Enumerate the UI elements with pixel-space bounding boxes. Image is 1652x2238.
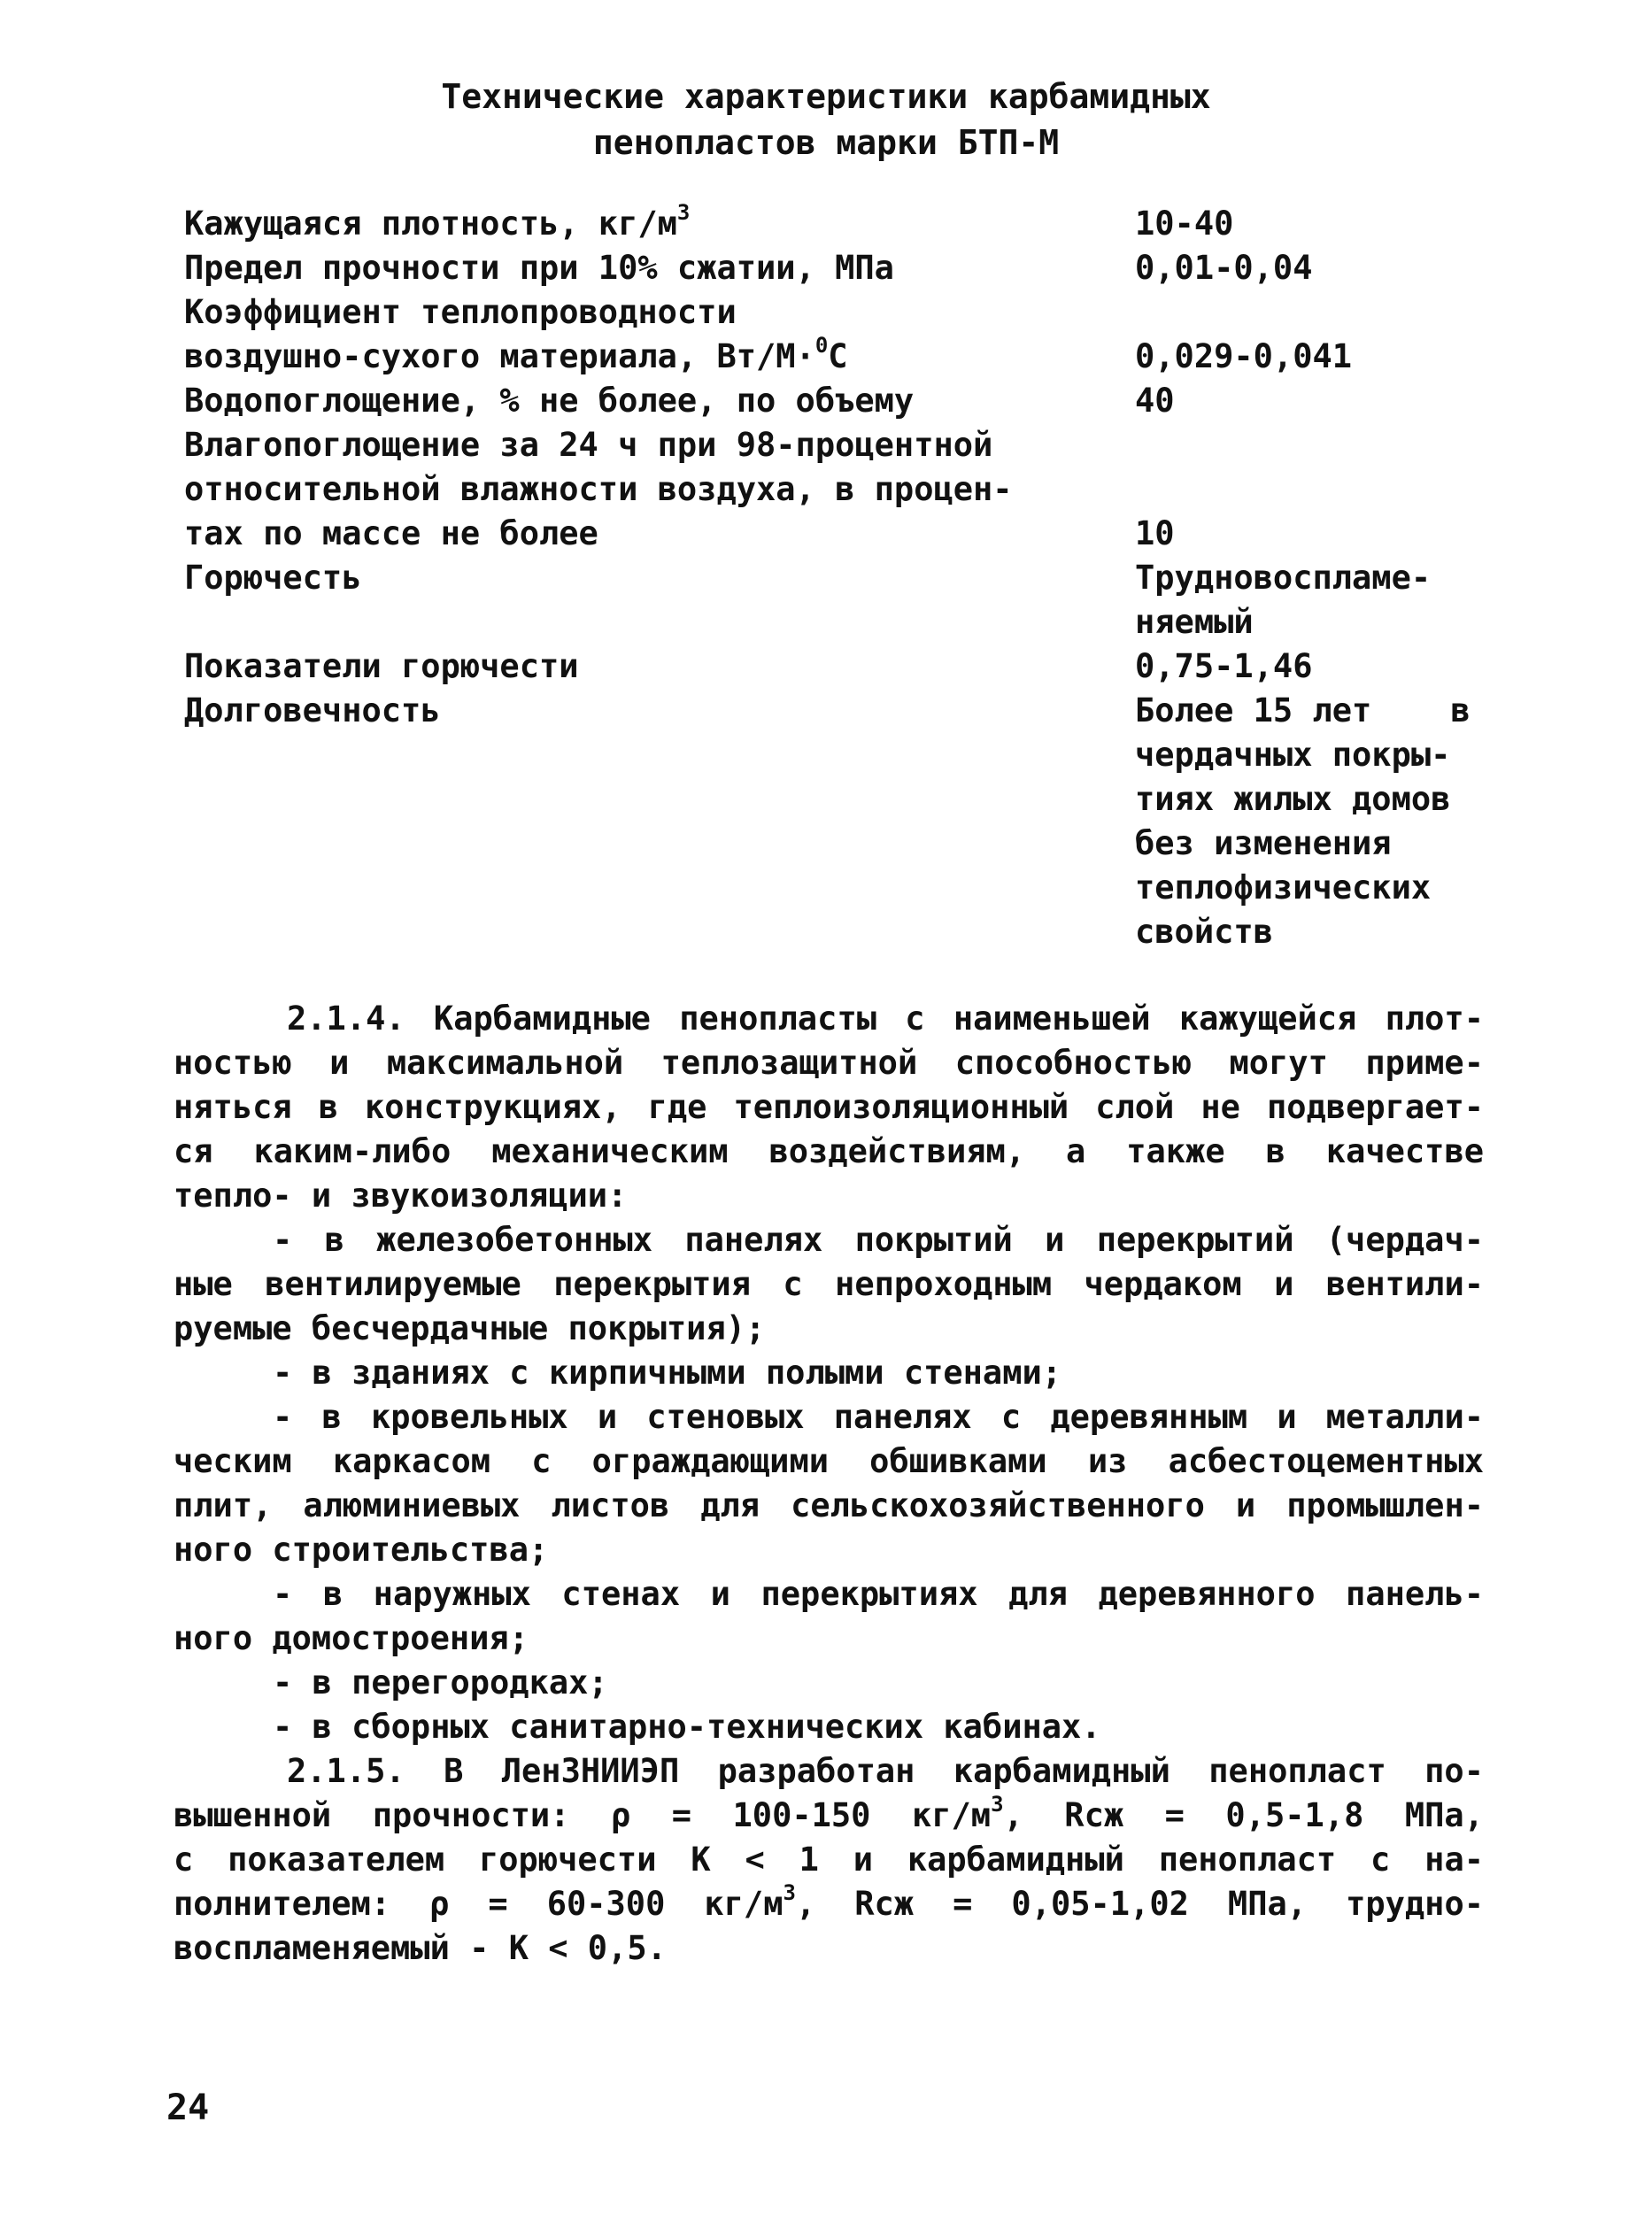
spec-row bbox=[184, 644, 1486, 689]
formula-line-2: с показателем горючести К < 1 и карбамидный пенопласт с на- bbox=[174, 1841, 1484, 1879]
spec-row bbox=[184, 199, 1486, 246]
list-item-line: - в кровельных и стеновых панелях с деревянным и металли- bbox=[273, 1398, 1484, 1436]
list-item-line: - в сборных санитарно-технических кабинах. bbox=[273, 1708, 1101, 1746]
spec-value: 10-40 bbox=[1135, 205, 1234, 243]
spec-value: без изменения bbox=[1135, 824, 1392, 862]
density-value: = 100-150 кг/м bbox=[671, 1796, 992, 1834]
spec-label bbox=[184, 332, 1135, 379]
spec-label bbox=[184, 866, 1135, 910]
spec-value: 40 bbox=[1135, 382, 1175, 420]
spec-table bbox=[184, 199, 1486, 954]
spec-label bbox=[184, 423, 1135, 467]
spec-label bbox=[184, 556, 1135, 600]
spec-value: свойств bbox=[1135, 913, 1273, 951]
spec-value: тиях жилых домов bbox=[1135, 780, 1451, 818]
list-item-line: ные вентилируемые перекрытия с непроходным чердаком и вентили- bbox=[174, 1265, 1484, 1303]
spec-label-text: Предел прочности при 10% сжатии, МПа bbox=[184, 249, 894, 287]
spec-label bbox=[184, 290, 1135, 335]
spec-row bbox=[184, 777, 1486, 822]
strength-value: = 0,05-1,02 МПа, bbox=[953, 1885, 1308, 1923]
spec-value: 0,01-0,04 bbox=[1135, 249, 1313, 287]
spec-label-text: Коэффициент теплопроводности bbox=[184, 293, 737, 331]
paragraph-line: ностью и максимальной теплозащитной способностью могут приме- bbox=[174, 1044, 1484, 1082]
r-symbol: R bbox=[1064, 1796, 1085, 1834]
superscript: 3 bbox=[991, 1794, 1004, 1817]
spec-label-text: Кажущаяся плотность, кг/м bbox=[184, 205, 677, 243]
spec-value bbox=[1135, 290, 1486, 335]
spec-row bbox=[184, 332, 1486, 379]
spec-value: Более 15 лет в bbox=[1135, 691, 1471, 729]
spec-label bbox=[184, 822, 1135, 866]
spec-label bbox=[184, 644, 1135, 689]
spec-label bbox=[184, 467, 1135, 512]
table-title-line-2: пенопластов марки БТП-М bbox=[592, 123, 1060, 162]
spec-label bbox=[184, 512, 1135, 556]
spec-label-text: Долговечность bbox=[184, 691, 441, 729]
r-subscript: сж bbox=[874, 1885, 915, 1923]
spec-label bbox=[184, 600, 1135, 644]
list-item-line: ческим каркасом с ограждающими обшивками из асбестоцементных bbox=[174, 1442, 1484, 1480]
formula-line-3: полнителем: ρ = 60-300 $кг/м^3$, Rсж = 0,05-1,02 МПа, трудно- bbox=[174, 1882, 1484, 1926]
spec-value: няемый bbox=[1135, 603, 1254, 641]
superscript: 3 bbox=[783, 1882, 796, 1905]
formula-prefix: вышенной прочности: bbox=[174, 1796, 570, 1834]
spec-row bbox=[184, 512, 1486, 556]
spec-row bbox=[184, 910, 1486, 954]
spec-label-text: воздушно-сухого материала, Вт/М· bbox=[184, 337, 815, 375]
spec-label-text: Влагопоглощение за 24 ч при 98-процентной bbox=[184, 426, 993, 464]
spec-value: 0,75-1,46 bbox=[1135, 647, 1313, 685]
paragraph-2-1-4-line: 2.1.4. Карбамидные пенопласты с наименьшей кажущейся плот- bbox=[287, 999, 1484, 1038]
r-symbol: R bbox=[854, 1885, 875, 1923]
paragraph-line: тепло- и звукоизоляции: bbox=[174, 1177, 628, 1215]
body-text bbox=[174, 997, 1484, 1971]
list-item-line: плит, алюминиевых листов для сельскохозяйственного и промышлен- bbox=[174, 1486, 1484, 1524]
spec-label bbox=[184, 777, 1135, 822]
spec-label-text: тах по массе не более bbox=[184, 514, 598, 552]
spec-row bbox=[184, 423, 1486, 467]
spec-row bbox=[184, 689, 1486, 733]
list-item-line: - в перегородках; bbox=[273, 1663, 608, 1702]
spec-row bbox=[184, 379, 1486, 423]
formula-prefix: полнителем: bbox=[174, 1885, 391, 1923]
paragraph-line: няться в конструкциях, где теплоизоляционный слой не подвергает- bbox=[174, 1088, 1484, 1126]
spec-row bbox=[184, 467, 1486, 512]
paragraph-2-1-5-line: 2.1.5. В ЛенЗНИИЭП разработан карбамидный пенопласт по- bbox=[287, 1752, 1484, 1790]
list-item-line: - в зданиях с кирпичными полыми стенами; bbox=[273, 1354, 1062, 1392]
list-item-line: - в железобетонных панелях покрытий и перекрытий (чердач- bbox=[273, 1221, 1484, 1259]
spec-row bbox=[184, 733, 1486, 777]
formula-line-1: вышенной прочности: ρ = 100-150 $кг/м^3$, Rсж = 0,5-1,8 МПа, bbox=[174, 1794, 1484, 1838]
spec-row bbox=[184, 600, 1486, 644]
spec-label-text: Показатели горючести bbox=[184, 647, 579, 685]
spec-label bbox=[184, 689, 1135, 733]
density-value: = 60-300 кг/м bbox=[488, 1885, 784, 1923]
list-item-line: - в наружных стенах и перекрытиях для деревянного панель- bbox=[273, 1575, 1484, 1613]
formula-line-4: воспламеняемый - К < 0,5. bbox=[174, 1929, 667, 1967]
spec-value bbox=[1135, 423, 1486, 467]
spec-label bbox=[184, 910, 1135, 954]
spec-value: теплофизических bbox=[1135, 868, 1432, 907]
spec-label-superscript: 0 bbox=[814, 332, 829, 358]
spec-row bbox=[184, 246, 1486, 290]
page-number: 24 bbox=[166, 2088, 210, 2128]
spec-label bbox=[184, 379, 1135, 423]
r-subscript: сж bbox=[1084, 1796, 1124, 1834]
spec-label bbox=[184, 733, 1135, 777]
spec-label-text: относительной влажности воздуха, в процен- bbox=[184, 470, 1013, 508]
spec-label bbox=[184, 199, 1135, 246]
spec-value: 10 bbox=[1135, 514, 1175, 552]
strength-value: = 0,5-1,8 МПа, bbox=[1164, 1796, 1484, 1834]
spec-label-superscript: 3 bbox=[676, 199, 691, 225]
paragraph-line: ся каким-либо механическим воздействиям, а также в качестве bbox=[174, 1132, 1484, 1170]
spec-row bbox=[184, 866, 1486, 910]
spec-row bbox=[184, 290, 1486, 335]
table-title-line-1: Технические характеристики карбамидных bbox=[441, 77, 1211, 116]
spec-value: Трудновоспламе- bbox=[1135, 559, 1432, 597]
spec-row bbox=[184, 556, 1486, 600]
list-item-line: ного домостроения; bbox=[174, 1619, 529, 1657]
formula-suffix: трудно- bbox=[1346, 1885, 1484, 1923]
spec-label bbox=[184, 246, 1135, 290]
spec-value: чердачных покры- bbox=[1135, 736, 1451, 774]
rho-symbol: ρ bbox=[429, 1885, 450, 1923]
spec-label-unit: C bbox=[828, 337, 848, 375]
spec-row bbox=[184, 822, 1486, 866]
spec-value bbox=[1135, 467, 1486, 512]
spec-label-text: Водопоглощение, % не более, по объему bbox=[184, 382, 915, 420]
list-item-line: руемые бесчердачные покрытия); bbox=[174, 1309, 766, 1347]
spec-value: 0,029-0,041 bbox=[1135, 337, 1353, 375]
list-item-line: ного строительства; bbox=[174, 1531, 549, 1569]
rho-symbol: ρ bbox=[610, 1796, 631, 1834]
spec-label-text: Горючесть bbox=[184, 559, 362, 597]
